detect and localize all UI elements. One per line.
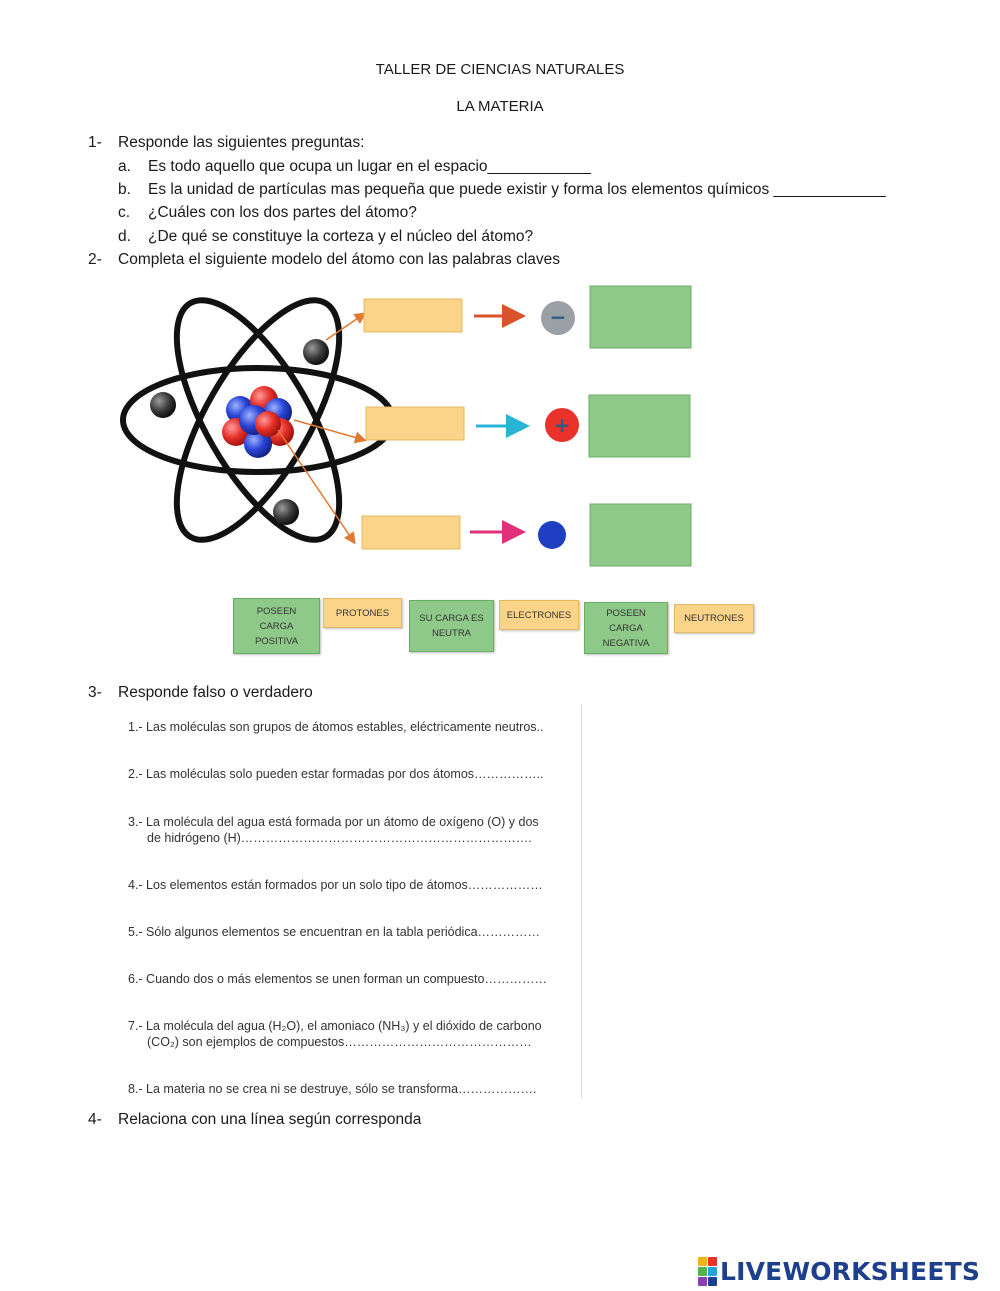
item-letter: a. (118, 158, 131, 175)
statement-line: 1.- Las moléculas son grupos de átomos estables, eléctricamente neutros.. (128, 720, 544, 734)
item-text: ¿Cuáles con los dos partes del átomo? (148, 204, 417, 221)
answer-box-neutron-charge[interactable] (590, 504, 691, 566)
statement-line: 5.- Sólo algunos elementos se encuentran en la tabla periódica…………… (128, 925, 541, 939)
statement-6[interactable] (128, 971, 547, 987)
question-2 (0, 251, 1000, 271)
question-4-number: 4- (88, 1111, 102, 1128)
nucleus (222, 386, 294, 458)
statement-1[interactable] (128, 719, 544, 735)
liveworksheets-wordmark: LIVEWORKSHEETS (720, 1256, 981, 1286)
statement-line: 4.- Los elementos están formados por un solo tipo de átomos……………… (128, 878, 543, 892)
statement-line: (CO₂) son ejemplos de compuestos……………………………………… (147, 1035, 532, 1049)
answer-box-proton-name[interactable] (366, 407, 464, 440)
item-text: ¿De qué se constituye la corteza y el núcleo del átomo? (148, 228, 534, 245)
statement-line: 6.- Cuando dos o más elementos se unen forman un compuesto…………… (128, 972, 547, 986)
worksheet-title: TALLER DE CIENCIAS NATURALES (375, 61, 625, 78)
electron (303, 339, 329, 365)
liveworksheets-logo-icon (698, 1257, 717, 1286)
question-2-number: 2- (88, 251, 102, 268)
electron (150, 392, 176, 418)
answer-box-electron-name[interactable] (364, 299, 462, 332)
statement-5[interactable] (128, 924, 540, 940)
question-3-number: 3- (88, 684, 102, 701)
question-1 (0, 134, 1000, 154)
answer-box-electron-charge[interactable] (590, 286, 691, 348)
keyword-card-neutrons[interactable]: NEUTRONES (674, 604, 754, 633)
item-letter: b. (118, 181, 131, 198)
keyword-card-electrons[interactable]: ELECTRONES (499, 600, 579, 630)
answer-box-proton-charge[interactable] (589, 395, 690, 457)
keyword-card-protons[interactable]: PROTONES (323, 598, 402, 628)
question-4 (0, 1111, 1000, 1131)
item-letter: c. (118, 204, 131, 221)
question-1-text: Responde las siguientes preguntas: (118, 134, 365, 151)
item-text: Es todo aquello que ocupa un lugar en el espacio____________ (148, 158, 591, 175)
plus-sign: + (553, 413, 571, 437)
question-2-text: Completa el siguiente modelo del átomo con las palabras claves (118, 251, 560, 268)
pointer-electron (326, 314, 364, 340)
liveworksheets-brand (698, 1256, 980, 1286)
statement-line: 2.- Las moléculas solo pueden estar formadas por dos átomos…………….. (128, 767, 544, 781)
statement-line: 8.- La materia no se crea ni se destruye, sólo se transforma………………. (128, 1082, 537, 1096)
question-3 (0, 684, 1000, 704)
question-1-item-d (118, 228, 918, 248)
keyword-card-positive-charge[interactable]: POSEEN CARGA POSITIVA (233, 598, 320, 654)
statement-4[interactable] (128, 877, 543, 893)
neutron-symbol (538, 521, 566, 549)
electron (273, 499, 299, 525)
pointer-neutron (278, 430, 354, 542)
keyword-card-neutral-charge[interactable]: SU CARGA ES NEUTRA (409, 600, 494, 652)
item-text: Es la unidad de partículas mas pequeña que puede existir y forma los elementos químicos _____________ (148, 181, 886, 198)
question-3-text: Responde falso o verdadero (118, 684, 313, 701)
statements-border (581, 705, 582, 1098)
item-letter: d. (118, 228, 131, 245)
statement-line: 7.- La molécula del agua (H₂O), el amoniaco (NH₃) y el dióxido de carbono (128, 1019, 542, 1033)
question-1-item-c (118, 204, 918, 224)
minus-sign: − (549, 305, 567, 329)
question-4-text: Relaciona con una línea según corresponda (118, 1111, 422, 1128)
statement-line: 3.- La molécula del agua está formada por un átomo de oxígeno (O) y dos (128, 815, 539, 829)
statement-8[interactable] (128, 1081, 537, 1097)
question-1-number: 1- (88, 134, 102, 151)
answer-box-neutron-name[interactable] (362, 516, 460, 549)
statement-3[interactable] (128, 814, 539, 846)
statement-2[interactable] (128, 766, 543, 782)
statement-line: de hidrógeno (H)……………………………………………………………. (147, 831, 532, 845)
worksheet-subtitle: LA MATERIA (456, 98, 544, 115)
pointer-proton (294, 420, 364, 440)
statement-7[interactable] (128, 1018, 542, 1050)
keyword-card-negative-charge[interactable]: POSEEN CARGA NEGATIVA (584, 602, 668, 654)
question-1-item-b (118, 181, 918, 201)
atom-diagram (118, 272, 718, 582)
question-1-item-a (118, 158, 918, 178)
